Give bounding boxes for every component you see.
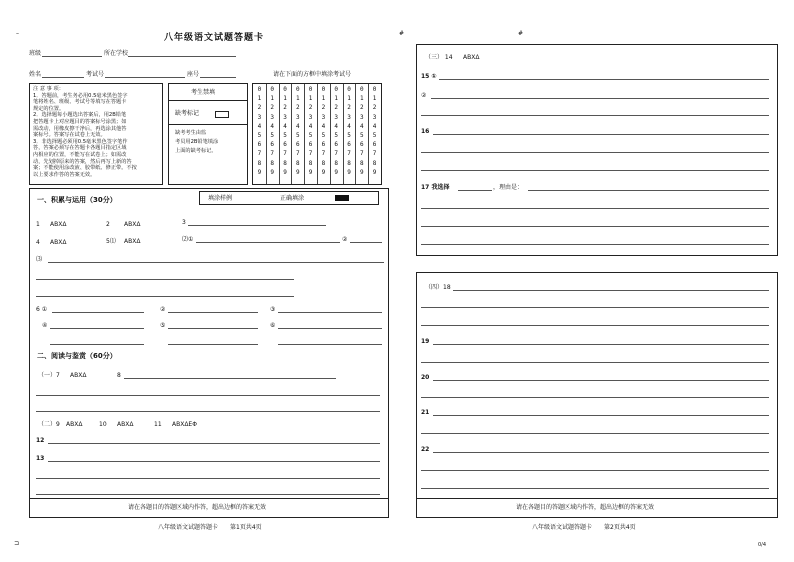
- q22-line[interactable]: [433, 452, 769, 453]
- warning-text: 请在各题目的答题区域内作答，超出边框的答案无效: [128, 504, 267, 511]
- q6-line[interactable]: [278, 312, 382, 313]
- q22-line[interactable]: [421, 488, 769, 489]
- grid-digit[interactable]: 0: [308, 86, 313, 93]
- passage-2-label: （二）9: [38, 421, 60, 428]
- grid-digit[interactable]: 6: [257, 141, 262, 149]
- q17-label: 17 我选择: [421, 184, 450, 191]
- grid-digit[interactable]: 2: [321, 104, 326, 112]
- grid-digit[interactable]: 9: [334, 168, 338, 176]
- grid-digit[interactable]: 9: [321, 168, 326, 176]
- q15-line[interactable]: [431, 98, 769, 99]
- q3-number: 3: [182, 219, 186, 226]
- q5-options[interactable]: ABXΔ: [124, 238, 141, 245]
- q6-c4: ④: [42, 322, 48, 329]
- q19-number: 19: [421, 338, 430, 345]
- grid-digit[interactable]: 3: [270, 113, 274, 121]
- grid-digit[interactable]: 8: [359, 159, 364, 167]
- grid-digit[interactable]: 5: [283, 132, 287, 139]
- exam-no-label: 考试号: [86, 71, 105, 78]
- q15-2: ②: [421, 92, 427, 99]
- fill-correct-label: 正确填涂: [280, 195, 305, 202]
- grid-digit[interactable]: 8: [308, 159, 313, 167]
- grid-digit[interactable]: 3: [334, 113, 338, 121]
- grid-digit[interactable]: 0: [283, 86, 287, 93]
- grid-digit[interactable]: 2: [308, 104, 313, 112]
- q17-line[interactable]: [421, 244, 769, 245]
- grid-digit[interactable]: 8: [270, 159, 274, 167]
- q2-options[interactable]: ABXΔ: [124, 221, 141, 228]
- q16-number: 16: [421, 128, 430, 135]
- grid-digit[interactable]: 1: [295, 95, 300, 103]
- q5-3: ⑶: [36, 256, 43, 263]
- grid-digit[interactable]: 0: [359, 86, 364, 93]
- grid-digit[interactable]: 6: [308, 141, 313, 149]
- notes-text: 注 意 事 项： 1．答题前，考生务必用0.5毫米黑色签字 笔将姓名、班级、考试号等填写在答题卡 规定的位置。 2．选择题每小题选出答案后，用2B铅笔 把答题卡上对应题目的答案标号涂黑；如 需改动，用橡皮擦干净后，再选涂其他答 案标号。答案写在试卷上无效。 3．非选择题必须用0.5毫米黑色签字笔作 答，答案必须写在答题卡各题目指定区域 内相应的位置，不能写在试卷上；如需改 动，先划掉原来的答案，然后再写上新的答 案；不能使用涂改液、胶带纸、修正带。不按 以上要求作答的答案无效。: [33, 86, 137, 178]
- exam-no-field[interactable]: [105, 77, 185, 78]
- q5-3-line[interactable]: [36, 296, 294, 297]
- q7-options[interactable]: ABXΔ: [70, 372, 87, 379]
- q17-choice-line[interactable]: [458, 190, 492, 191]
- section-2-title: 二、阅读与鉴赏（60分）: [37, 352, 117, 360]
- q11-number: 11: [154, 421, 162, 428]
- q17-line[interactable]: [421, 208, 769, 209]
- grid-digit[interactable]: 7: [270, 150, 274, 158]
- grid-digit[interactable]: 7: [372, 150, 377, 158]
- grid-digit[interactable]: 1: [270, 95, 274, 103]
- grid-digit[interactable]: 6: [270, 141, 274, 149]
- q17-line[interactable]: [528, 190, 769, 191]
- q1-number: 1: [36, 221, 40, 228]
- grid-digit[interactable]: 4: [372, 122, 377, 130]
- fill-sample-box: [199, 191, 379, 205]
- q17-line[interactable]: [421, 226, 769, 227]
- grid-digit[interactable]: 5: [308, 132, 313, 139]
- q6-line[interactable]: [168, 328, 258, 329]
- school-label: 所在学校: [104, 50, 129, 57]
- q20-line[interactable]: [433, 380, 769, 381]
- q10-options[interactable]: ABXΔ: [117, 421, 134, 428]
- q13-line[interactable]: [36, 478, 380, 479]
- page-title: 八年级语文试题答题卡: [164, 33, 265, 43]
- q6-number: 6 ①: [36, 306, 48, 313]
- grid-digit[interactable]: 2: [347, 104, 351, 112]
- grid-digit[interactable]: 7: [308, 150, 313, 158]
- q5-2b-line[interactable]: [350, 242, 382, 243]
- q6-line[interactable]: [50, 344, 144, 345]
- passage-1-label: （一）7: [38, 372, 60, 379]
- grid-digit[interactable]: 1: [334, 95, 338, 103]
- q8-line[interactable]: [36, 395, 380, 396]
- q22-line[interactable]: [421, 470, 769, 471]
- name-field[interactable]: [42, 77, 84, 78]
- exam-no-instruction: 请在下面的方框中填涂考试号: [273, 71, 352, 78]
- absent-box: [168, 83, 248, 185]
- absent-note: 缺考考生由监 考员用2B铅笔填涂 上面的缺考标记。: [175, 130, 219, 154]
- q4-options[interactable]: ABXΔ: [50, 239, 67, 246]
- grid-digit[interactable]: 7: [347, 150, 351, 158]
- grid-digit[interactable]: 2: [372, 104, 377, 112]
- grid-digit[interactable]: 0: [295, 86, 300, 93]
- answer-area-2: [416, 44, 778, 256]
- divider: [169, 124, 247, 125]
- grid-digit[interactable]: 3: [359, 113, 364, 121]
- grid-digit[interactable]: 9: [270, 168, 274, 176]
- q22-number: 22: [421, 446, 430, 453]
- absent-mark-box[interactable]: [215, 111, 229, 118]
- grid-digit[interactable]: 9: [359, 168, 364, 176]
- grid-digit[interactable]: 9: [372, 168, 377, 176]
- grid-digit[interactable]: 3: [257, 113, 262, 121]
- grid-digit[interactable]: 5: [359, 132, 364, 139]
- q15-line[interactable]: [439, 79, 769, 80]
- grid-digit[interactable]: 4: [308, 122, 313, 130]
- grid-digit[interactable]: 1: [257, 95, 262, 103]
- grid-digit[interactable]: 8: [372, 159, 377, 167]
- grid-digit[interactable]: 4: [270, 122, 274, 130]
- grid-digit[interactable]: 7: [257, 150, 262, 158]
- grid-digit[interactable]: 2: [283, 104, 287, 112]
- grid-digit[interactable]: 2: [334, 104, 338, 112]
- warning-text: 请在各题目的答题区域内作答，超出边框的答案无效: [516, 504, 655, 511]
- grid-digit[interactable]: 0: [334, 86, 338, 93]
- q6-line[interactable]: [278, 344, 382, 345]
- q8-line[interactable]: [124, 378, 336, 379]
- class-label: 班级: [29, 50, 42, 57]
- crop-mark: ⊐: [14, 540, 20, 547]
- q15-line[interactable]: [421, 115, 769, 116]
- grid-digit[interactable]: 9: [347, 168, 351, 176]
- grid-digit[interactable]: 0: [372, 86, 377, 93]
- q5-3-line[interactable]: [36, 279, 294, 280]
- grid-digit[interactable]: 3: [295, 113, 300, 121]
- q2-number: 2: [106, 221, 110, 228]
- crop-mark: –: [16, 30, 19, 37]
- grid-digit[interactable]: 4: [295, 122, 300, 130]
- q15-number: 15 ①: [421, 73, 437, 80]
- candidate-tag: 考生禁填: [191, 89, 216, 96]
- grid-digit[interactable]: 3: [372, 113, 377, 121]
- hash-mark: #: [399, 30, 405, 37]
- q10-number: 10: [99, 421, 107, 428]
- q6-line[interactable]: [50, 328, 144, 329]
- page-footer: 八年级语文试题答题卡 第2页共4页: [532, 524, 636, 531]
- grid-digit[interactable]: 7: [321, 150, 326, 158]
- exam-number-grid[interactable]: [252, 83, 382, 185]
- q6-line[interactable]: [168, 344, 258, 345]
- q19-line[interactable]: [421, 362, 769, 363]
- name-label: 姓名: [29, 71, 42, 78]
- q16-line[interactable]: [421, 170, 769, 171]
- warning-divider: [29, 498, 389, 499]
- q6-c6: ⑥: [270, 322, 276, 329]
- grid-digit[interactable]: 0: [270, 86, 274, 93]
- passage-3-label: （三） 14: [425, 54, 453, 61]
- grid-digit[interactable]: 2: [270, 104, 274, 112]
- q6-c2: ②: [160, 306, 166, 313]
- section-1-title: 一、积累与运用（30分）: [37, 196, 117, 204]
- q18-line[interactable]: [453, 290, 769, 291]
- grid-digit[interactable]: 3: [308, 113, 313, 121]
- q12-line[interactable]: [48, 443, 380, 444]
- grid-digit[interactable]: 9: [295, 168, 300, 176]
- grid-digit[interactable]: 6: [321, 141, 326, 149]
- fill-sample-label: 填涂样例: [208, 195, 233, 202]
- q18-line[interactable]: [421, 325, 769, 326]
- school-field[interactable]: [128, 56, 236, 57]
- passage-4-label: （四）18: [425, 284, 451, 291]
- grid-digit[interactable]: 9: [283, 168, 287, 176]
- grid-digit[interactable]: 7: [359, 150, 364, 158]
- grid-digit[interactable]: 6: [347, 141, 351, 149]
- q11-options[interactable]: ABXΔEΦ: [172, 421, 197, 428]
- q16-line[interactable]: [421, 152, 769, 153]
- grid-digit[interactable]: 6: [334, 141, 338, 149]
- grid-digit[interactable]: 6: [359, 141, 364, 149]
- q6-line[interactable]: [52, 312, 144, 313]
- q8-line[interactable]: [36, 411, 380, 412]
- grid-digit[interactable]: 4: [334, 122, 338, 130]
- notes-box: [29, 83, 163, 185]
- q6-c5: ⑤: [160, 322, 166, 329]
- grid-digit[interactable]: 6: [295, 141, 300, 149]
- q19-line[interactable]: [433, 344, 769, 345]
- grid-digit[interactable]: 1: [359, 95, 364, 103]
- grid-digit[interactable]: 4: [257, 122, 262, 130]
- grid-digit[interactable]: 7: [295, 150, 300, 158]
- hash-mark: #: [518, 30, 524, 37]
- grid-digit[interactable]: 3: [347, 113, 351, 121]
- grid-digit[interactable]: 4: [347, 122, 351, 130]
- q21-line[interactable]: [433, 415, 769, 416]
- grid-digit[interactable]: 1: [372, 95, 377, 103]
- q4-number: 4: [36, 239, 40, 246]
- q5-2b: ②: [342, 236, 348, 243]
- q6-line[interactable]: [278, 328, 382, 329]
- warning-divider: [416, 498, 778, 499]
- grid-digit[interactable]: 6: [283, 141, 287, 149]
- grid-digit[interactable]: 2: [359, 104, 364, 112]
- grid-digit[interactable]: 7: [283, 150, 287, 158]
- grid-digit[interactable]: 3: [283, 113, 287, 121]
- page-footer: 八年级语文试题答题卡 第1页共4页: [158, 524, 262, 531]
- grid-digit[interactable]: 5: [347, 132, 351, 139]
- grid-digit[interactable]: 2: [257, 104, 262, 112]
- grid-digit[interactable]: 1: [308, 95, 313, 103]
- q13-number: 13: [36, 455, 45, 462]
- q6-line[interactable]: [168, 312, 258, 313]
- absent-mark-label: 缺考标记: [175, 110, 200, 117]
- grid-digit[interactable]: 8: [334, 159, 338, 167]
- q17-reason-label: ，理由是：: [493, 184, 524, 191]
- seat-field[interactable]: [200, 77, 236, 78]
- grid-digit[interactable]: 8: [347, 159, 351, 167]
- grid-digit[interactable]: 8: [321, 159, 326, 167]
- q21-line[interactable]: [421, 433, 769, 434]
- grid-digit[interactable]: 5: [295, 132, 300, 139]
- grid-digit[interactable]: 4: [359, 122, 364, 130]
- grid-digit[interactable]: 5: [334, 132, 338, 139]
- grid-digit[interactable]: 4: [283, 122, 287, 130]
- q5-2a-line[interactable]: [196, 242, 340, 243]
- q5-number: 5⑴: [106, 238, 116, 245]
- q13-line[interactable]: [36, 494, 380, 495]
- q5-2a: ⑵①: [182, 236, 194, 243]
- grid-digit[interactable]: 8: [283, 159, 287, 167]
- grid-digit[interactable]: 8: [295, 159, 300, 167]
- answer-area-3: [416, 272, 778, 518]
- q12-number: 12: [36, 437, 45, 444]
- q14-options[interactable]: ABXΔ: [463, 54, 480, 61]
- q20-number: 20: [421, 374, 430, 381]
- divider: [169, 100, 247, 101]
- grid-digit[interactable]: 5: [270, 132, 274, 139]
- grid-digit[interactable]: 4: [321, 122, 326, 130]
- grid-digit[interactable]: 5: [321, 132, 326, 139]
- q1-options[interactable]: ABXΔ: [50, 221, 67, 228]
- q20-line[interactable]: [421, 397, 769, 398]
- grid-digit[interactable]: 2: [295, 104, 300, 112]
- grid-digit[interactable]: 9: [257, 168, 262, 176]
- grid-digit[interactable]: 1: [283, 95, 287, 103]
- grid-digit[interactable]: 6: [372, 141, 377, 149]
- grid-digit[interactable]: 9: [308, 168, 313, 176]
- q9-options[interactable]: ABXΔ: [66, 421, 83, 428]
- q8-number: 8: [117, 372, 121, 379]
- grid-digit[interactable]: 0: [321, 86, 326, 93]
- grid-digit[interactable]: 5: [372, 132, 377, 139]
- class-field[interactable]: [42, 56, 102, 57]
- q3-line[interactable]: [188, 225, 326, 226]
- grid-digit[interactable]: 1: [321, 95, 326, 103]
- q5-3-line[interactable]: [48, 262, 384, 263]
- corner-code: 0/4: [758, 542, 767, 548]
- grid-digit[interactable]: 1: [347, 95, 351, 103]
- grid-digit[interactable]: 7: [334, 150, 338, 158]
- grid-digit[interactable]: 8: [257, 159, 262, 167]
- q18-line[interactable]: [421, 307, 769, 308]
- grid-digit[interactable]: 5: [257, 132, 262, 139]
- grid-digit[interactable]: 0: [257, 86, 262, 93]
- q21-number: 21: [421, 409, 430, 416]
- grid-digit[interactable]: 0: [347, 86, 351, 93]
- q6-c3: ③: [270, 306, 276, 313]
- q16-line[interactable]: [433, 134, 769, 135]
- filled-sample: [335, 195, 349, 201]
- grid-digit[interactable]: 3: [321, 113, 326, 121]
- seat-label: 座号: [187, 71, 200, 78]
- q13-line[interactable]: [48, 461, 380, 462]
